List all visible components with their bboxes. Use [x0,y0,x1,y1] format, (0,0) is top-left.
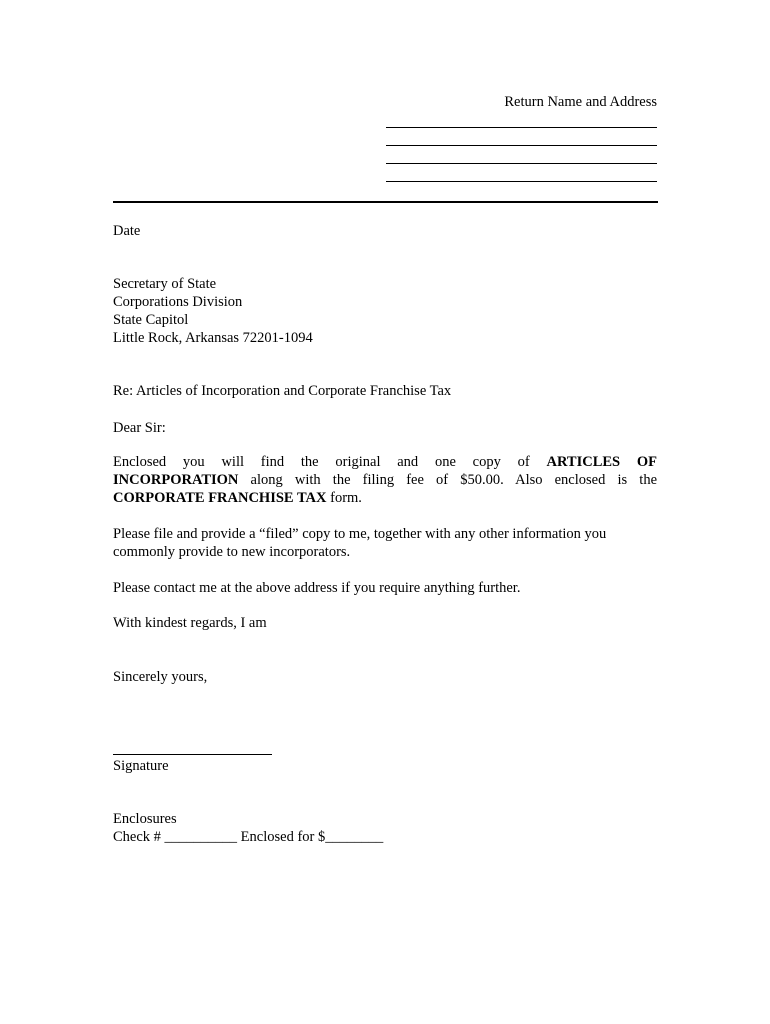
recipient-line-4: Little Rock, Arkansas 72201-1094 [113,330,313,346]
header-divider [113,201,658,203]
paragraph-enclosed [113,453,657,507]
paragraph-enclosed-line-3 [113,489,657,507]
check-number-blank: __________ [164,829,238,845]
paragraph-enclosed-line-2 [113,471,657,489]
closing: Sincerely yours, [113,669,208,685]
check-label: Check # [113,829,161,845]
para1-line1-bold: ARTICLES OF [546,454,658,470]
return-address-line-1 [386,127,657,128]
para1-line3-text: form. [330,490,362,506]
enclosures-check-line [113,828,383,846]
regards-line: With kindest regards, I am [113,615,267,631]
return-address-line-3 [386,163,657,164]
salutation: Dear Sir: [113,420,166,436]
subject-line: Re: Articles of Incorporation and Corporate Franchise Tax [113,383,452,399]
signature-label: Signature [113,758,169,774]
recipient-address [113,275,313,347]
signature-line [113,754,272,755]
amount-blank: ________ [325,829,384,845]
enclosures-block [113,810,383,846]
para1-line2-bold: INCORPORATION [113,472,239,488]
para1-line3-bold: CORPORATE FRANCHISE TAX [113,490,327,506]
paragraph-enclosed-line-1 [113,453,657,471]
recipient-line-1: Secretary of State [113,276,217,292]
para2-line-1: Please file and provide a “filed” copy to me, together with any other information you [113,526,607,542]
return-address-line-4 [386,181,657,182]
recipient-line-3: State Capitol [113,312,189,328]
para2-line-2: commonly provide to new incorporators. [113,544,351,560]
return-address-line-2 [386,145,657,146]
paragraph-contact: Please contact me at the above address if you require anything further. [113,580,521,596]
para1-line1-text: Enclosed you will find the original and one copy of [113,454,530,470]
recipient-line-2: Corporations Division [113,294,243,310]
return-address-label: Return Name and Address [504,94,657,110]
para1-line2-text: along with the filing fee of $50.00. Also enclosed is the [250,472,658,488]
paragraph-file-request [113,525,606,561]
enclosed-for-label: Enclosed for $ [240,829,326,845]
enclosures-label: Enclosures [113,811,177,827]
date-label: Date [113,223,141,239]
